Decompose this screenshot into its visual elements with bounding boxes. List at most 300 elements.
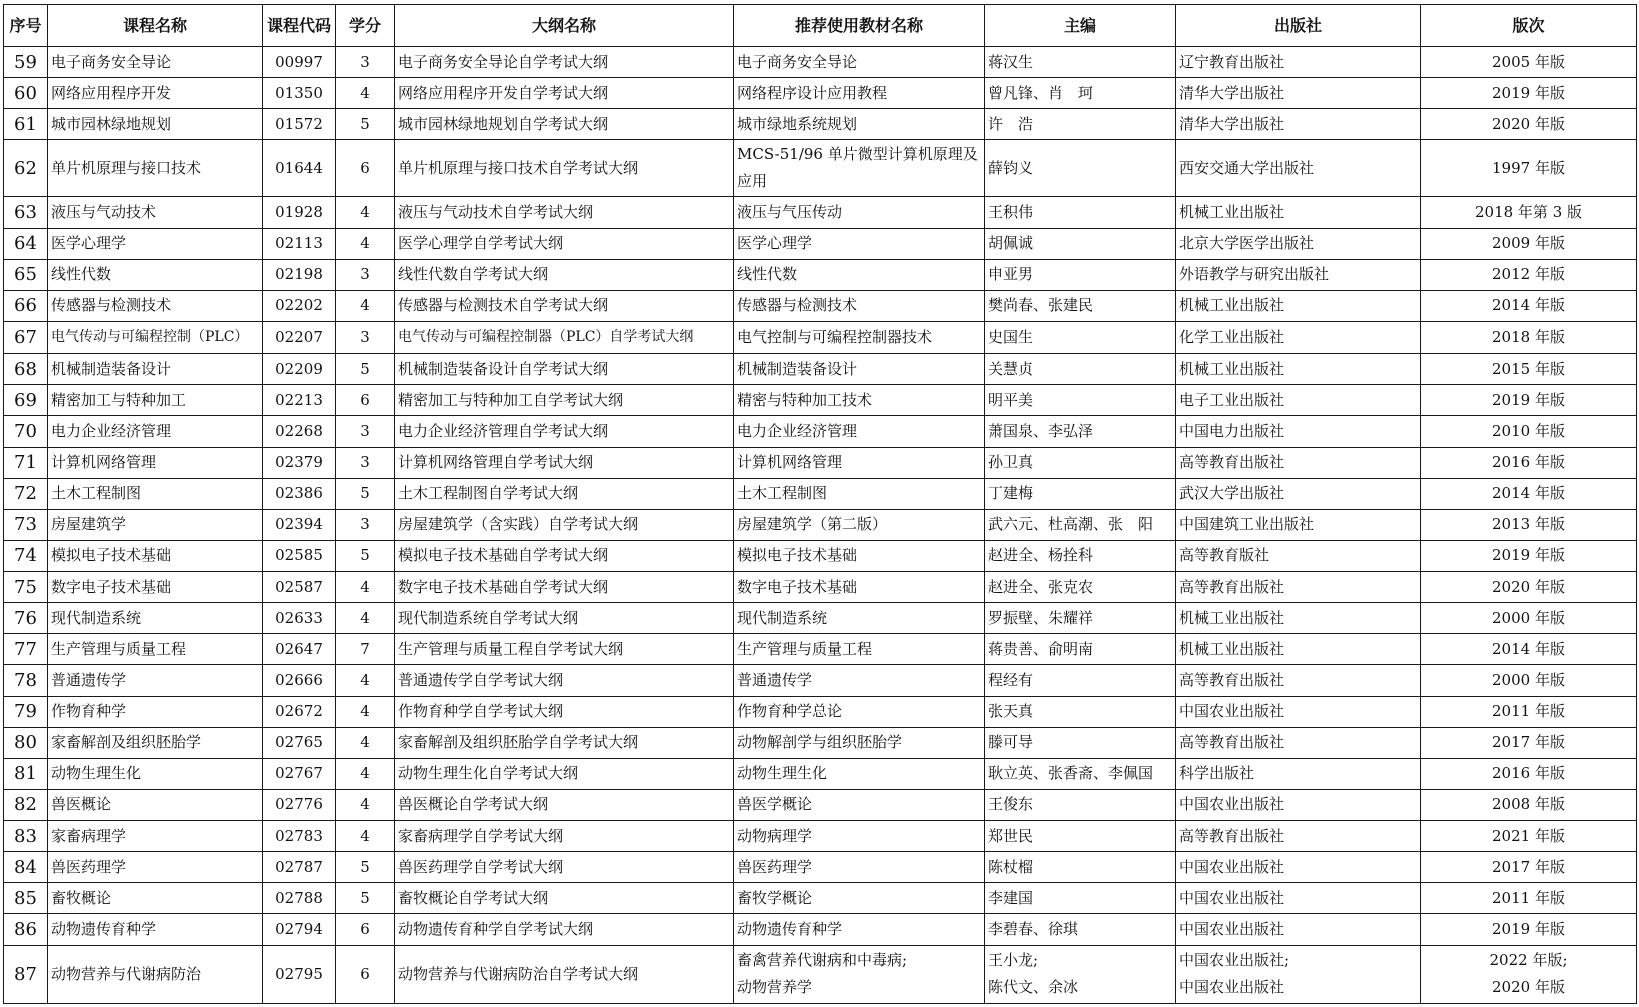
- textbook-cell: [734, 945, 985, 1004]
- course-code-cell: 02666: [263, 665, 336, 696]
- textbook-cell: 网络程序设计应用教程: [734, 78, 985, 109]
- textbook-cell: 模拟电子技术基础: [734, 540, 985, 571]
- course-name-cell: 动物遗传育种学: [48, 914, 263, 945]
- edition-line: 2020 年版: [1492, 978, 1565, 997]
- textbook-cell: 数字电子技术基础: [734, 572, 985, 603]
- editor-cell: 滕可导: [985, 727, 1176, 758]
- editor-cell: 孙卫真: [985, 447, 1176, 478]
- publisher-line: 中国农业出版社: [1179, 978, 1285, 997]
- seq-cell: 67: [4, 321, 48, 353]
- credit-cell: 5: [336, 883, 395, 914]
- credit-cell: 3: [336, 259, 395, 290]
- course-name-cell: 医学心理学: [48, 228, 263, 259]
- course-name-cell: 液压与气动技术: [48, 197, 263, 228]
- editor-cell: 李碧春、徐琪: [985, 914, 1176, 945]
- syllabus-cell: 医学心理学自学考试大纲: [395, 228, 734, 259]
- editor-cell: 史国生: [985, 321, 1176, 353]
- edition-cell: 2019 年版: [1421, 78, 1637, 109]
- publisher-cell: 机械工业出版社: [1176, 603, 1421, 634]
- edition-cell: 2011 年版: [1421, 883, 1637, 914]
- credit-cell: 5: [336, 354, 395, 385]
- textbook-cell: 动物病理学: [734, 821, 985, 852]
- course-code-cell: 02633: [263, 603, 336, 634]
- course-code-cell: 02783: [263, 821, 336, 852]
- course-name-cell: 电气传动与可编程控制（PLC）: [48, 321, 263, 353]
- header-course-name: 课程名称: [48, 5, 263, 47]
- textbook-cell: 线性代数: [734, 259, 985, 290]
- publisher-cell: 武汉大学出版社: [1176, 478, 1421, 509]
- seq-cell: 65: [4, 259, 48, 290]
- edition-cell: 2000 年版: [1421, 665, 1637, 696]
- textbook-cell: 兽医学概论: [734, 789, 985, 820]
- seq-cell: 72: [4, 478, 48, 509]
- editor-cell: 丁建梅: [985, 478, 1176, 509]
- course-name-cell: 单片机原理与接口技术: [48, 140, 263, 197]
- syllabus-cell: 网络应用程序开发自学考试大纲: [395, 78, 734, 109]
- publisher-cell: 中国农业出版社: [1176, 852, 1421, 883]
- course-code-cell: 02795: [263, 945, 336, 1004]
- editor-line: 王小龙;: [988, 951, 1039, 970]
- table-row: [4, 354, 1637, 385]
- table-row: [4, 140, 1637, 197]
- course-table: [3, 4, 1637, 1004]
- edition-cell: [1421, 945, 1637, 1004]
- edition-cell: 2009 年版: [1421, 228, 1637, 259]
- syllabus-cell: 家畜解剖及组织胚胎学自学考试大纲: [395, 727, 734, 758]
- seq-cell: 73: [4, 509, 48, 540]
- publisher-cell: 清华大学出版社: [1176, 109, 1421, 140]
- course-code-cell: 02113: [263, 228, 336, 259]
- course-name-cell: 电力企业经济管理: [48, 416, 263, 447]
- course-name-cell: 房屋建筑学: [48, 509, 263, 540]
- credit-cell: 6: [336, 140, 395, 197]
- edition-cell: 2008 年版: [1421, 789, 1637, 820]
- textbook-line: 畜禽营养代谢病和中毒病;: [737, 951, 908, 970]
- table-row: [4, 109, 1637, 140]
- editor-cell: [985, 945, 1176, 1004]
- table-row: [4, 789, 1637, 820]
- credit-cell: 6: [336, 914, 395, 945]
- course-name-cell: 机械制造装备设计: [48, 354, 263, 385]
- textbook-cell: 动物生理生化: [734, 758, 985, 789]
- editor-cell: 曾凡锋、肖 珂: [985, 78, 1176, 109]
- seq-cell: 77: [4, 634, 48, 665]
- publisher-cell: 机械工业出版社: [1176, 634, 1421, 665]
- seq-cell: 83: [4, 821, 48, 852]
- edition-cell: 2019 年版: [1421, 914, 1637, 945]
- table-row: [4, 385, 1637, 416]
- seq-cell: 87: [4, 945, 48, 1004]
- publisher-cell: 化学工业出版社: [1176, 321, 1421, 353]
- edition-cell: 2017 年版: [1421, 852, 1637, 883]
- editor-cell: 郑世民: [985, 821, 1176, 852]
- course-code-cell: 02776: [263, 789, 336, 820]
- editor-cell: 樊尚春、张建民: [985, 290, 1176, 321]
- course-code-cell: 02207: [263, 321, 336, 353]
- credit-cell: 4: [336, 696, 395, 727]
- edition-cell: 2013 年版: [1421, 509, 1637, 540]
- textbook-cell: 医学心理学: [734, 228, 985, 259]
- seq-cell: 68: [4, 354, 48, 385]
- table-row: [4, 883, 1637, 914]
- syllabus-cell: 现代制造系统自学考试大纲: [395, 603, 734, 634]
- textbook-cell: 土木工程制图: [734, 478, 985, 509]
- publisher-cell: 中国建筑工业出版社: [1176, 509, 1421, 540]
- edition-cell: 2011 年版: [1421, 696, 1637, 727]
- table-row: [4, 758, 1637, 789]
- course-name-cell: 动物生理生化: [48, 758, 263, 789]
- table-row: [4, 509, 1637, 540]
- course-name-cell: 生产管理与质量工程: [48, 634, 263, 665]
- textbook-cell: 动物解剖学与组织胚胎学: [734, 727, 985, 758]
- credit-cell: 4: [336, 197, 395, 228]
- table-row: [4, 821, 1637, 852]
- syllabus-cell: 液压与气动技术自学考试大纲: [395, 197, 734, 228]
- credit-cell: 4: [336, 603, 395, 634]
- editor-cell: 陈杖榴: [985, 852, 1176, 883]
- course-code-cell: 02379: [263, 447, 336, 478]
- syllabus-cell: 数字电子技术基础自学考试大纲: [395, 572, 734, 603]
- edition-cell: 2019 年版: [1421, 540, 1637, 571]
- editor-cell: 关慧贞: [985, 354, 1176, 385]
- edition-cell: 2016 年版: [1421, 447, 1637, 478]
- credit-cell: 4: [336, 78, 395, 109]
- edition-cell: 2012 年版: [1421, 259, 1637, 290]
- publisher-cell: 中国农业出版社: [1176, 883, 1421, 914]
- seq-cell: 86: [4, 914, 48, 945]
- credit-cell: 5: [336, 109, 395, 140]
- editor-cell: 张天真: [985, 696, 1176, 727]
- course-code-cell: 02787: [263, 852, 336, 883]
- seq-cell: 80: [4, 727, 48, 758]
- table-row: [4, 603, 1637, 634]
- course-name-cell: 数字电子技术基础: [48, 572, 263, 603]
- course-name-cell: 家畜解剖及组织胚胎学: [48, 727, 263, 758]
- edition-cell: 2014 年版: [1421, 290, 1637, 321]
- publisher-cell: 西安交通大学出版社: [1176, 140, 1421, 197]
- textbook-cell: 液压与气压传动: [734, 197, 985, 228]
- publisher-cell: 高等教育出版社: [1176, 727, 1421, 758]
- textbook-cell: 电子商务安全导论: [734, 47, 985, 78]
- course-name-cell: 传感器与检测技术: [48, 290, 263, 321]
- editor-cell: 赵进全、杨拴科: [985, 540, 1176, 571]
- syllabus-cell: 家畜病理学自学考试大纲: [395, 821, 734, 852]
- table-row: [4, 447, 1637, 478]
- seq-cell: 84: [4, 852, 48, 883]
- syllabus-cell: 线性代数自学考试大纲: [395, 259, 734, 290]
- seq-cell: 79: [4, 696, 48, 727]
- publisher-line: 中国农业出版社;: [1179, 951, 1290, 970]
- publisher-cell: 中国农业出版社: [1176, 914, 1421, 945]
- credit-cell: 3: [336, 416, 395, 447]
- edition-cell: 2017 年版: [1421, 727, 1637, 758]
- syllabus-cell: 电气传动与可编程控制器（PLC）自学考试大纲: [395, 321, 734, 353]
- table-row: [4, 540, 1637, 571]
- course-code-cell: 02198: [263, 259, 336, 290]
- seq-cell: 59: [4, 47, 48, 78]
- textbook-cell: 传感器与检测技术: [734, 290, 985, 321]
- course-name-cell: 土木工程制图: [48, 478, 263, 509]
- publisher-cell: [1176, 945, 1421, 1004]
- table-row: [4, 572, 1637, 603]
- syllabus-cell: 电子商务安全导论自学考试大纲: [395, 47, 734, 78]
- editor-cell: 萧国泉、李弘泽: [985, 416, 1176, 447]
- table-row: [4, 290, 1637, 321]
- edition-cell: 2018 年版: [1421, 321, 1637, 353]
- credit-cell: 5: [336, 540, 395, 571]
- seq-cell: 71: [4, 447, 48, 478]
- course-name-cell: 动物营养与代谢病防治: [48, 945, 263, 1004]
- editor-cell: 胡佩诚: [985, 228, 1176, 259]
- edition-cell: 2015 年版: [1421, 354, 1637, 385]
- course-name-cell: 线性代数: [48, 259, 263, 290]
- course-code-cell: 02202: [263, 290, 336, 321]
- editor-cell: 王俊东: [985, 789, 1176, 820]
- course-name-cell: 模拟电子技术基础: [48, 540, 263, 571]
- seq-cell: 82: [4, 789, 48, 820]
- credit-cell: 4: [336, 572, 395, 603]
- seq-cell: 69: [4, 385, 48, 416]
- credit-cell: 4: [336, 228, 395, 259]
- syllabus-cell: 土木工程制图自学考试大纲: [395, 478, 734, 509]
- header-textbook: 推荐使用教材名称: [734, 5, 985, 47]
- edition-cell: 2018 年第 3 版: [1421, 197, 1637, 228]
- editor-cell: 蒋汉生: [985, 47, 1176, 78]
- course-code-cell: 02209: [263, 354, 336, 385]
- publisher-cell: 机械工业出版社: [1176, 290, 1421, 321]
- course-name-cell: 城市园林绿地规划: [48, 109, 263, 140]
- credit-cell: 4: [336, 758, 395, 789]
- editor-cell: 耿立英、张香斋、李佩国: [985, 758, 1176, 789]
- textbook-cell: 畜牧学概论: [734, 883, 985, 914]
- syllabus-cell: 城市园林绿地规划自学考试大纲: [395, 109, 734, 140]
- syllabus-cell: 兽医药理学自学考试大纲: [395, 852, 734, 883]
- publisher-cell: 辽宁教育出版社: [1176, 47, 1421, 78]
- edition-cell: 2021 年版: [1421, 821, 1637, 852]
- credit-cell: 5: [336, 478, 395, 509]
- table-row: [4, 852, 1637, 883]
- course-name-cell: 兽医概论: [48, 789, 263, 820]
- course-code-cell: 01350: [263, 78, 336, 109]
- syllabus-cell: 计算机网络管理自学考试大纲: [395, 447, 734, 478]
- course-code-cell: 02672: [263, 696, 336, 727]
- course-code-cell: 02647: [263, 634, 336, 665]
- table-row: [4, 78, 1637, 109]
- publisher-cell: 中国农业出版社: [1176, 696, 1421, 727]
- edition-cell: 2014 年版: [1421, 478, 1637, 509]
- course-code-cell: 02794: [263, 914, 336, 945]
- course-name-cell: 电子商务安全导论: [48, 47, 263, 78]
- publisher-cell: 高等教育出版社: [1176, 447, 1421, 478]
- publisher-cell: 电子工业出版社: [1176, 385, 1421, 416]
- table-row: [4, 259, 1637, 290]
- course-code-cell: 02585: [263, 540, 336, 571]
- course-name-cell: 普通遗传学: [48, 665, 263, 696]
- seq-cell: 61: [4, 109, 48, 140]
- credit-cell: 4: [336, 821, 395, 852]
- seq-cell: 76: [4, 603, 48, 634]
- textbook-cell: 普通遗传学: [734, 665, 985, 696]
- seq-cell: 64: [4, 228, 48, 259]
- publisher-cell: 中国农业出版社: [1176, 789, 1421, 820]
- table-row: [4, 945, 1637, 1004]
- credit-cell: 7: [336, 634, 395, 665]
- seq-cell: 70: [4, 416, 48, 447]
- table-row: [4, 416, 1637, 447]
- header-credit: 学分: [336, 5, 395, 47]
- editor-cell: 明平美: [985, 385, 1176, 416]
- header-course-code: 课程代码: [263, 5, 336, 47]
- textbook-cell: 房屋建筑学（第二版）: [734, 509, 985, 540]
- course-code-cell: 02767: [263, 758, 336, 789]
- edition-cell: 2020 年版: [1421, 109, 1637, 140]
- textbook-cell: 机械制造装备设计: [734, 354, 985, 385]
- table-row: [4, 228, 1637, 259]
- publisher-cell: 机械工业出版社: [1176, 354, 1421, 385]
- textbook-cell: 电气控制与可编程控制器技术: [734, 321, 985, 353]
- publisher-cell: 清华大学出版社: [1176, 78, 1421, 109]
- editor-cell: 武六元、杜高潮、张 阳: [985, 509, 1176, 540]
- editor-cell: 罗振壁、朱耀祥: [985, 603, 1176, 634]
- editor-cell: 蒋贵善、俞明南: [985, 634, 1176, 665]
- course-name-cell: 作物育种学: [48, 696, 263, 727]
- textbook-cell: 兽医药理学: [734, 852, 985, 883]
- course-name-cell: 家畜病理学: [48, 821, 263, 852]
- publisher-cell: 高等教育出版社: [1176, 665, 1421, 696]
- editor-cell: 李建国: [985, 883, 1176, 914]
- syllabus-cell: 兽医概论自学考试大纲: [395, 789, 734, 820]
- credit-cell: 3: [336, 447, 395, 478]
- textbook-line: 动物营养学: [737, 978, 813, 997]
- syllabus-cell: 精密加工与特种加工自学考试大纲: [395, 385, 734, 416]
- table-row: [4, 197, 1637, 228]
- publisher-cell: 外语教学与研究出版社: [1176, 259, 1421, 290]
- course-name-cell: 网络应用程序开发: [48, 78, 263, 109]
- seq-cell: 78: [4, 665, 48, 696]
- edition-cell: 1997 年版: [1421, 140, 1637, 197]
- syllabus-cell: 传感器与检测技术自学考试大纲: [395, 290, 734, 321]
- header-seq: 序号: [4, 5, 48, 47]
- credit-cell: 4: [336, 665, 395, 696]
- seq-cell: 74: [4, 540, 48, 571]
- publisher-cell: 机械工业出版社: [1176, 197, 1421, 228]
- course-code-cell: 02268: [263, 416, 336, 447]
- table-row: [4, 634, 1637, 665]
- course-name-cell: 畜牧概论: [48, 883, 263, 914]
- textbook-cell: 生产管理与质量工程: [734, 634, 985, 665]
- syllabus-cell: 作物育种学自学考试大纲: [395, 696, 734, 727]
- header-editor: 主编: [985, 5, 1176, 47]
- course-code-cell: 01928: [263, 197, 336, 228]
- credit-cell: 3: [336, 321, 395, 353]
- course-code-cell: 02213: [263, 385, 336, 416]
- publisher-cell: 高等教育出版社: [1176, 821, 1421, 852]
- syllabus-cell: 单片机原理与接口技术自学考试大纲: [395, 140, 734, 197]
- syllabus-cell: 生产管理与质量工程自学考试大纲: [395, 634, 734, 665]
- editor-cell: 薛钧义: [985, 140, 1176, 197]
- editor-cell: 许 浩: [985, 109, 1176, 140]
- syllabus-cell: 模拟电子技术基础自学考试大纲: [395, 540, 734, 571]
- edition-cell: 2005 年版: [1421, 47, 1637, 78]
- edition-cell: 2014 年版: [1421, 634, 1637, 665]
- syllabus-cell: 电力企业经济管理自学考试大纲: [395, 416, 734, 447]
- textbook-cell: 计算机网络管理: [734, 447, 985, 478]
- course-code-cell: 02587: [263, 572, 336, 603]
- syllabus-cell: 动物营养与代谢病防治自学考试大纲: [395, 945, 734, 1004]
- textbook-cell: 城市绿地系统规划: [734, 109, 985, 140]
- publisher-cell: 科学出版社: [1176, 758, 1421, 789]
- syllabus-cell: 动物遗传育种学自学考试大纲: [395, 914, 734, 945]
- editor-cell: 王积伟: [985, 197, 1176, 228]
- seq-cell: 85: [4, 883, 48, 914]
- course-code-cell: 01644: [263, 140, 336, 197]
- credit-cell: 6: [336, 945, 395, 1004]
- credit-cell: 3: [336, 47, 395, 78]
- editor-line: 陈代文、余冰: [988, 978, 1079, 997]
- credit-cell: 4: [336, 789, 395, 820]
- edition-cell: 2019 年版: [1421, 385, 1637, 416]
- seq-cell: 63: [4, 197, 48, 228]
- editor-cell: 程经有: [985, 665, 1176, 696]
- table-row: [4, 665, 1637, 696]
- course-code-cell: 02765: [263, 727, 336, 758]
- table-row: [4, 321, 1637, 353]
- syllabus-cell: 房屋建筑学（含实践）自学考试大纲: [395, 509, 734, 540]
- seq-cell: 75: [4, 572, 48, 603]
- credit-cell: 6: [336, 385, 395, 416]
- edition-line: 2022 年版;: [1489, 951, 1568, 970]
- table-row: [4, 478, 1637, 509]
- editor-cell: 申亚男: [985, 259, 1176, 290]
- header-edition: 版次: [1421, 5, 1637, 47]
- course-code-cell: 01572: [263, 109, 336, 140]
- credit-cell: 4: [336, 727, 395, 758]
- seq-cell: 66: [4, 290, 48, 321]
- publisher-cell: 高等教育出版社: [1176, 572, 1421, 603]
- course-code-cell: 02386: [263, 478, 336, 509]
- publisher-cell: 高等教育版社: [1176, 540, 1421, 571]
- editor-cell: 赵进全、张克农: [985, 572, 1176, 603]
- header-syllabus: 大纲名称: [395, 5, 734, 47]
- credit-cell: 3: [336, 509, 395, 540]
- seq-cell: 81: [4, 758, 48, 789]
- publisher-cell: 中国电力出版社: [1176, 416, 1421, 447]
- publisher-cell: 北京大学医学出版社: [1176, 228, 1421, 259]
- header-publisher: 出版社: [1176, 5, 1421, 47]
- course-name-cell: 兽医药理学: [48, 852, 263, 883]
- course-code-cell: 00997: [263, 47, 336, 78]
- course-name-cell: 精密加工与特种加工: [48, 385, 263, 416]
- course-name-cell: 现代制造系统: [48, 603, 263, 634]
- credit-cell: 5: [336, 852, 395, 883]
- syllabus-cell: 普通遗传学自学考试大纲: [395, 665, 734, 696]
- header-row: [4, 5, 1637, 47]
- table-row: [4, 696, 1637, 727]
- textbook-cell: 精密与特种加工技术: [734, 385, 985, 416]
- table-row: [4, 47, 1637, 78]
- seq-cell: 60: [4, 78, 48, 109]
- edition-cell: 2016 年版: [1421, 758, 1637, 789]
- table-row: [4, 727, 1637, 758]
- edition-cell: 2010 年版: [1421, 416, 1637, 447]
- credit-cell: 4: [336, 290, 395, 321]
- textbook-cell: 电力企业经济管理: [734, 416, 985, 447]
- table-row: [4, 914, 1637, 945]
- seq-cell: 62: [4, 140, 48, 197]
- textbook-cell: 作物育种学总论: [734, 696, 985, 727]
- course-code-cell: 02788: [263, 883, 336, 914]
- course-name-cell: 计算机网络管理: [48, 447, 263, 478]
